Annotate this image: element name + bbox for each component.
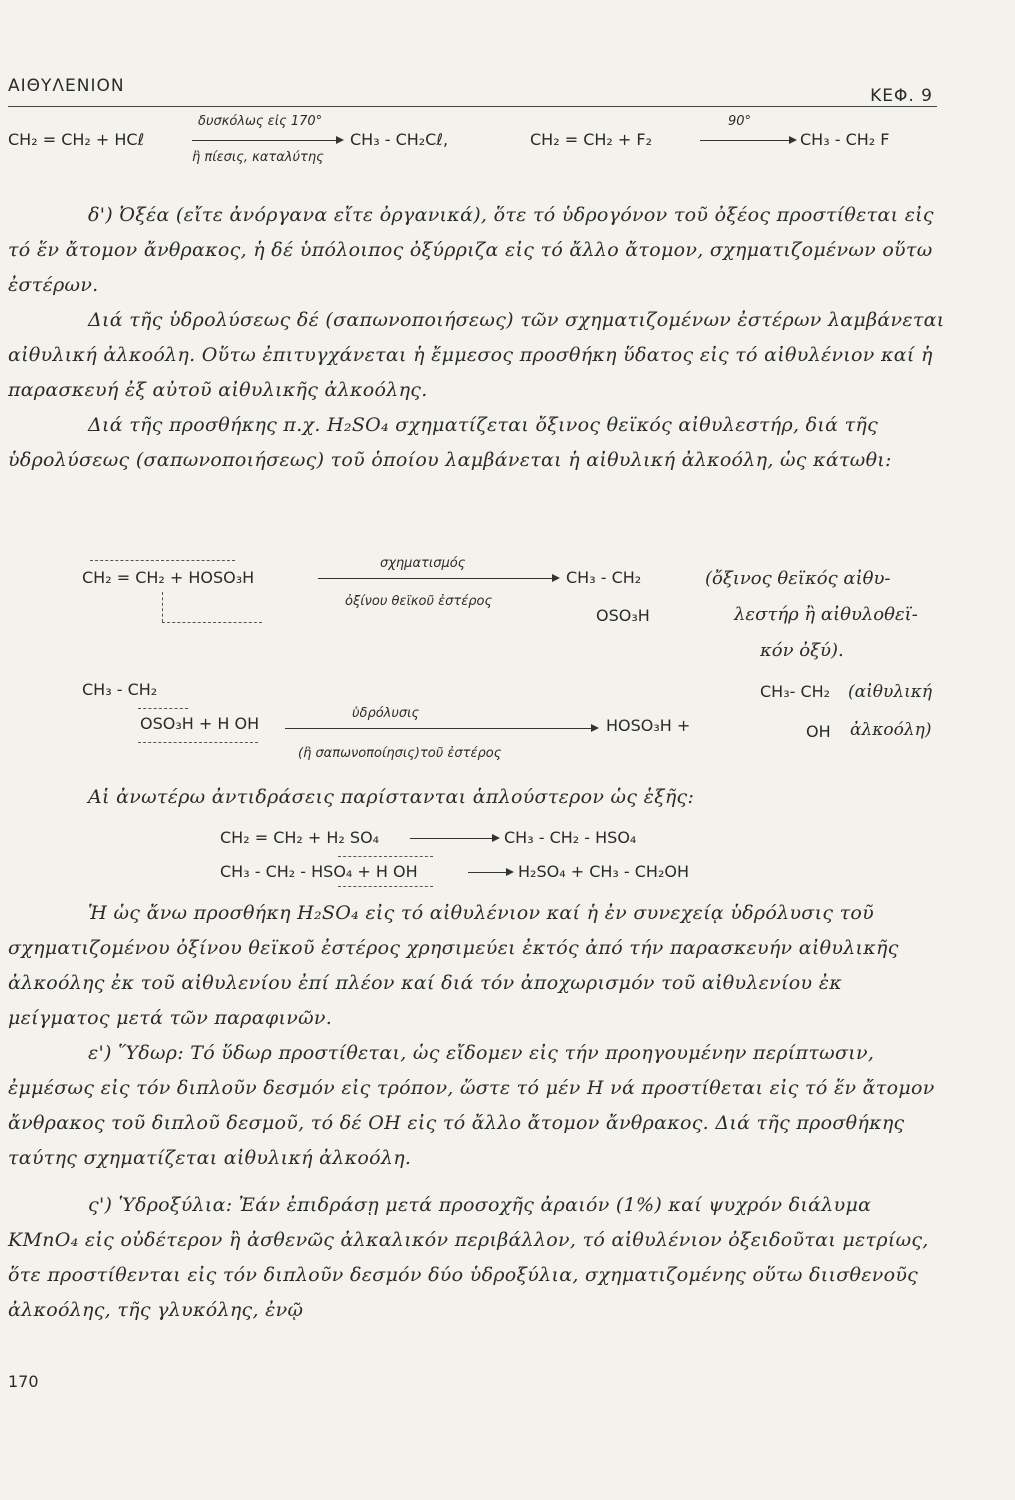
- page-number: 170: [8, 1372, 39, 1391]
- paragraph-d3: Διά τῆς προσθήκης π.χ. H₂SO₄ σχηματίζεται ὄξινος θεϊκός αἰθυλεστήρ, διά τῆς ὑδρολύσεως (σαπωνοποιήσεως) τοῦ ὁποίου λαμβάνεται ἡ αἰθυλική ἀλκοόλη, ὡς κάτωθι:: [8, 414, 892, 471]
- eq2-condition-above: σχηματισμός: [380, 556, 466, 571]
- eq5-reactants: CH₃ - CH₂ - HSO₄ + H OH: [220, 862, 418, 881]
- eq2-dashed-bracket-side: [162, 592, 163, 622]
- eq1-arrow-2: [700, 140, 795, 141]
- eq3-arrow: [285, 728, 597, 729]
- eq2-note-line3: κόν ὀξύ).: [760, 640, 844, 661]
- eq1-product: CH₃ - CH₂Cℓ,: [350, 130, 449, 149]
- eq5-dashed-top: [338, 856, 433, 857]
- eq2-product-bottom: OSO₃H: [596, 606, 650, 625]
- paragraph-d2: Διά τῆς ὑδρολύσεως δέ (σαπωνοποιήσεως) τῶν σχηματιζομένων ἐστέρων λαμβάνεται αἰθυλική ἀλκοόλη. Οὕτω ἐπιτυγχάνεται ἡ ἔμμεσος προσθήκη ὕδατος εἰς τό αἰθυλένιον καί ἡ παρασκευή ἐξ αὐτοῦ αἰθυλικῆς ἀλκοόλης.: [8, 309, 945, 401]
- eq3-reactant-bottom: OSO₃H + H OH: [140, 714, 260, 733]
- eq3-product: HOSO₃H +: [606, 716, 691, 735]
- eq3-alcohol-note2: ἀλκοόλη): [850, 720, 932, 740]
- eq4-arrow: [410, 838, 498, 839]
- eq2-product-top: CH₃ - CH₂: [566, 568, 642, 587]
- eq1-condition-above-2: 90°: [728, 114, 752, 129]
- eq5-arrow: [468, 872, 512, 873]
- simplified-intro: [8, 780, 945, 815]
- eq1-reactants-2: CH₂ = CH₂ + F₂: [530, 130, 653, 149]
- running-title: ΑΙΘΥΛΕΝΙΟΝ: [8, 76, 125, 96]
- eq3-alcohol-top: CH₃- CH₂: [760, 682, 831, 701]
- eq3-condition-below: (ἢ σαπωνοποίησις)τοῦ ἐστέρος: [298, 746, 502, 761]
- header-rule: [8, 106, 937, 107]
- eq1-product-2: CH₃ - CH₂ F: [800, 130, 890, 149]
- eq3-dashed-top: [138, 708, 188, 709]
- eq2-arrow: [318, 578, 558, 579]
- eq3-alcohol-bottom: OH: [806, 722, 831, 741]
- eq4-reactants: CH₂ = CH₂ + H₂ SO₄: [220, 828, 380, 847]
- eq2-dashed-bracket-bottom: [162, 622, 262, 623]
- eq1-arrow: [192, 140, 342, 141]
- eq3-alcohol-note1: (αἰθυλική: [848, 682, 933, 702]
- chapter-label: ΚΕΦ. 9: [870, 86, 933, 106]
- eq3-condition-above: ὑδρόλυσις: [352, 706, 420, 721]
- eq2-dashed-bracket-top: [90, 560, 235, 561]
- eq3-reactant-top: CH₃ - CH₂: [82, 680, 158, 699]
- section-d-text: [8, 198, 945, 478]
- eq2-note-line2: λεστήρ ἢ αἰθυλοθεϊ-: [734, 604, 918, 625]
- eq5-dashed-bottom: [338, 886, 433, 887]
- eq2-condition-below: ὀξίνου θεϊκοῦ ἐστέρος: [345, 594, 493, 609]
- eq1-condition-above: δυσκόλως εἰς 170°: [198, 114, 323, 129]
- eq1-condition-below: ἢ πίεσις, καταλύτης: [192, 150, 324, 165]
- paragraph-st: ς') Ὑδροξύλια: Ἐάν ἐπιδράσῃ μετά προσοχῆς ἀραιόν (1%) καί ψυχρόν διάλυμα KMnO₄ εἰς οὐδέτερον ἢ ἀσθενῶς ἀλκαλικόν περιβάλλον, τό αἰθυλένιον ὀξειδοῦται μετρίως, ὅτε προστίθενται εἰς τόν διπλοῦν δεσμόν δύο ὑδροξύλια, σχηματιζομένης οὕτω διισθενοῦς ἀλκοόλης, τῆς γλυκόλης, ἐνῷ: [8, 1194, 929, 1321]
- eq2-reactants: CH₂ = CH₂ + HOSO₃H: [82, 568, 255, 587]
- eq4-product: CH₃ - CH₂ - HSO₄: [504, 828, 637, 847]
- paragraph-e: ε') Ὕδωρ: Τό ὕδωρ προστίθεται, ὡς εἴδομεν εἰς τήν προηγουμένην περίπτωσιν, ἐμμέσως εἰς τόν διπλοῦν δεσμόν εἰς τρόπον, ὥστε τό μέν H νά προστίθεται εἰς τό ἕν ἄτομον ἄνθρακος τοῦ διπλοῦ δεσμοῦ, τό δέ OH εἰς τό ἄλλο ἄτομον ἄνθρακος. Διά τῆς προσθήκης ταύτης σχηματίζεται αἰθυλική ἀλκοόλη.: [8, 1042, 935, 1169]
- paragraph-simplified: Αἱ ἀνωτέρω ἀντιδράσεις παρίστανται ἁπλούστερον ὡς ἑξῆς:: [88, 786, 695, 808]
- section-e-st-text: [8, 896, 945, 1328]
- eq2-note-line1: (ὄξινος θεϊκός αἰθυ-: [705, 568, 891, 589]
- eq1-reactants: CH₂ = CH₂ + HCℓ: [8, 130, 145, 149]
- eq5-product: H₂SO₄ + CH₃ - CH₂OH: [518, 862, 689, 881]
- eq3-dashed-bottom: [138, 742, 258, 743]
- paragraph-d: δ') Ὀξέα (εἴτε ἀνόργανα εἴτε ὀργανικά), ὅτε τό ὑδρογόνον τοῦ ὀξέος προστίθεται εἰς τό ἕν ἄτομον ἄνθρακος, ἡ δέ ὑπόλοιπος ὀξύρριζα εἰς τό ἄλλο ἄτομον, σχηματιζομένων οὕτω ἐστέρων.: [8, 204, 934, 296]
- paragraph-h: Ἡ ὡς ἄνω προσθήκη H₂SO₄ εἰς τό αἰθυλένιον καί ἡ ἐν συνεχείᾳ ὑδρόλυσις τοῦ σχηματιζομένου ὀξίνου θεϊκοῦ ἐστέρος χρησιμεύει ἐκτός ἀπό τήν παρασκευήν αἰθυλικῆς ἀλκοόλης ἐκ τοῦ αἰθυλενίου ἐπί πλέον καί διά τόν ἀποχωρισμόν τοῦ αἰθυλενίου ἐκ μείγματος μετά τῶν παραφινῶν.: [8, 902, 899, 1029]
